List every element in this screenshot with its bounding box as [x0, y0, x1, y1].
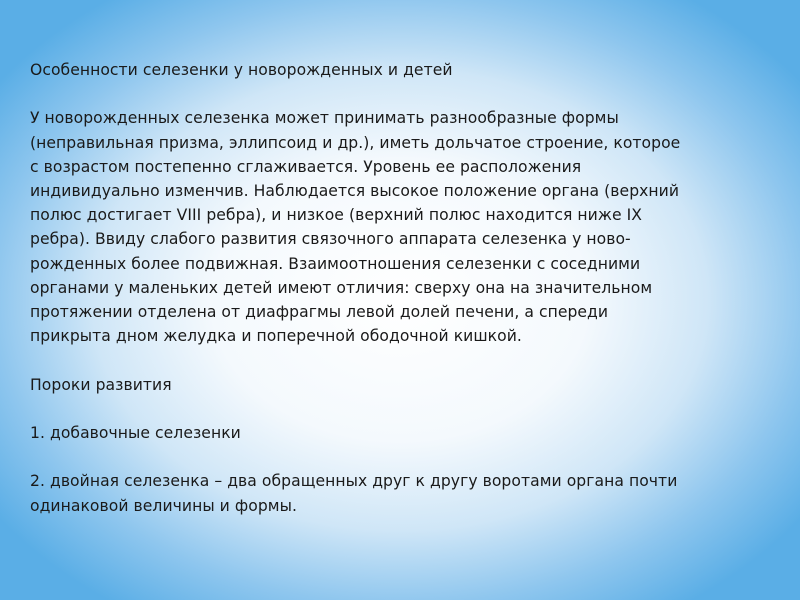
spacer [30, 445, 775, 469]
spacer [30, 348, 775, 372]
body-line: полюс достигает VIII ребра), и низкое (верхний полюс находится ниже IX [30, 206, 642, 225]
body-line: (неправильная призма, эллипсоид и др.), иметь дольчатое строение, которое [30, 133, 681, 152]
anomalies-heading: Пороки развития [30, 375, 172, 394]
section-heading: Особенности селезенки у новорожденных и детей [30, 61, 453, 79]
spacer [30, 397, 775, 421]
body-line: ребра). Ввиду слабого развития связочного аппарата селезенка у ново- [30, 230, 631, 249]
body-line: протяжении отделена от диафрагмы левой долей печени, а спереди [30, 303, 609, 322]
body-line: индивидуально изменчив. Наблюдается высокое положение органа (верхний [30, 182, 680, 200]
list-item-accessory-spleen: 1. добавочные селезенки [30, 424, 241, 442]
slide-text-body [30, 58, 775, 518]
body-line: рожденных более подвижная. Взаимоотношения селезенки с соседними [30, 254, 641, 273]
body-line: У новорожденных селезенка может принимать разнообразные формы [30, 109, 619, 128]
list-item-double-spleen-cont: одинаковой величины и формы. [30, 496, 297, 515]
spacer [30, 82, 775, 106]
body-line: прикрыта дном желудка и поперечной ободочной кишкой. [30, 327, 522, 346]
body-line: органами у маленьких детей имеют отличия: сверху она на значительном [30, 278, 653, 297]
list-item-double-spleen: 2. двойная селезенка – два обращенных друг к другу воротами органа почти [30, 472, 678, 491]
body-line: с возрастом постепенно сглаживается. Уровень ее расположения [30, 157, 582, 176]
